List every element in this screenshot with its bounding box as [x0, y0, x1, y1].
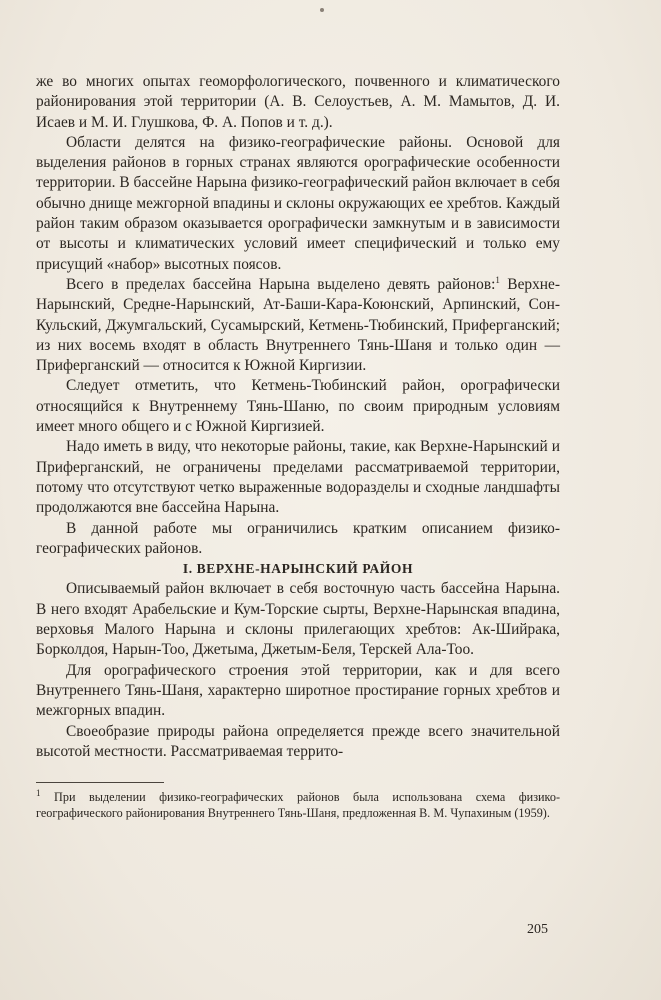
footnote-divider — [36, 782, 164, 783]
paragraph: В данной работе мы ограничились кратким описанием физико-географических районов. — [36, 519, 560, 557]
paragraph: же во многих опытах геоморфологического, почвенного и климатического районирования этой территории (А. В. Селоустьев, А. М. Мамытов, Д. И. Исаев и М. И. Глушкова, Ф. А. Попов и т. д.). — [36, 73, 560, 131]
paragraph: Описываемый район включает в себя восточную часть бассейна Нарына. В него входят Арабельские и Кум-Торские сырты, Верхне-Нарынская впадина, верховья Малого Нарына и склоны прилегающих хребтов: Ак-Шийрака, Борколдоя, Нарын-Тоо, Джетыма, Джетым-Беля, Терскей Ала-Тоо. — [36, 580, 560, 659]
paragraph: Следует отметить, что Кетмень-Тюбинский район, орографически относящийся к Внутреннему Тянь-Шаню, по своим природным условиям имеет много общего и с Южной Киргизией. — [36, 377, 560, 436]
footnote: $^1$ При выделении физико-географических районов была использована схема физико-географического районирования Внутреннего Тянь-Шаня, предложенная В. М. Чупахиным (1959). — [36, 788, 560, 821]
paragraph: Области делятся на физико-географические районы. Основой для выделения районов в горных странах являются орографические особенности территории. В бассейне Нарына физико-географический район включает в себя обычно днище межгорной впадины и склоны окружающих ее хребтов. Каждый район таким образом оказывается орографически замкнутым и в зависимости от высоты и климатических условий имеет специфический и только ему присущий «набор» высотных поясов. — [36, 133, 560, 273]
paragraph-basin-regions: Всего в пределах бассейна Нарына выделено девять районов:$^1$ Верхне-Нарынский, Средне-Нарынский, Ат-Баши-Кара-Коюнский, Арпинский, Сон-Кульский, Джумгальский, Сусамырский, Кетмень-Тюбинский, Приферганский; из них восемь входят в область Внутреннего Тянь-Шаня и только один — Приферганский — относится к Южной Киргизии. — [36, 274, 560, 375]
top-paragraphs — [36, 72, 560, 275]
footnote-marker: 1 — [495, 274, 500, 285]
paragraph: Надо иметь в виду, что некоторые районы, такие, как Верхне-Нарынский и Приферганский, не ограничены пределами рассматриваемой территории, потому что отсутствуют четко выраженные водоразделы и сходные ландшафты продолжаются вне бассейна Нарына. — [36, 438, 560, 517]
page-number: 205 — [527, 922, 548, 937]
page-body — [36, 72, 560, 821]
paragraph: Для орографического строения этой территории, как и для всего Внутреннего Тянь-Шаня, характерно широтное простирание горных хребтов и межгорных впадин. — [36, 661, 560, 720]
paragraph: Своеобразие природы района определяется прежде всего значительной высотой местности. Рассматриваемая террито- — [36, 722, 560, 760]
section-heading: I. ВЕРХНЕ-НАРЫНСКИЙ РАЙОН — [182, 561, 414, 577]
bottom-paragraphs — [36, 579, 560, 762]
middle-paragraphs — [36, 376, 560, 559]
print-speck — [320, 8, 324, 12]
footnote-mark: 1 — [36, 788, 41, 799]
